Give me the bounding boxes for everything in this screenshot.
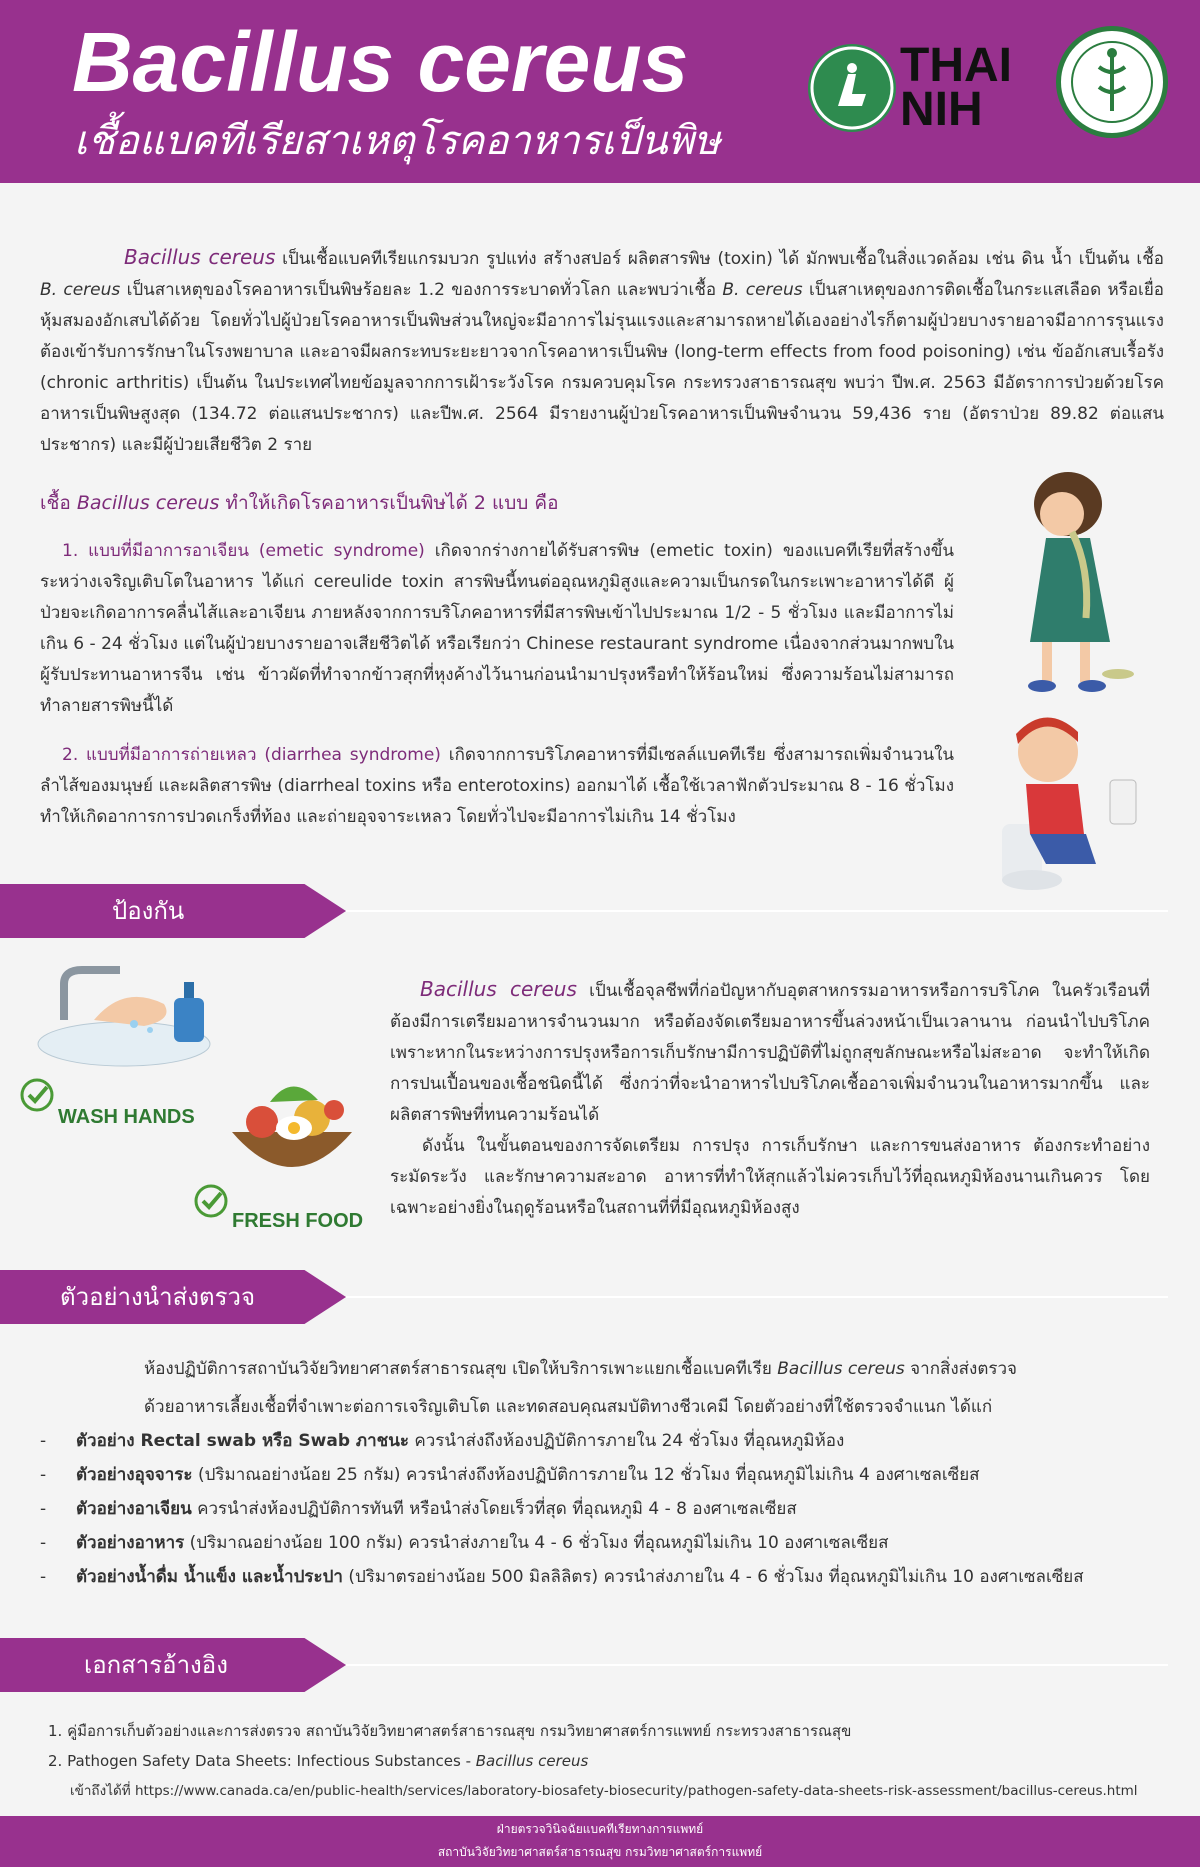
reference-2-text: 2. Pathogen Safety Data Sheets: Infectious Substances - [48, 1752, 476, 1770]
thai-nih-logo [900, 39, 1012, 136]
fresh-food-bowl-illustration [222, 1072, 362, 1188]
bullet-dash: - [40, 1567, 47, 1587]
type-item-emetic [40, 536, 954, 722]
reference-2 [48, 1748, 588, 1774]
sample-list-item [40, 1528, 1170, 1559]
boy-on-toilet-illustration [986, 704, 1146, 894]
prevention-text-1: เป็นเชื้อจุลชีพที่ก่อปัญหากับอุตสาหกรรมอาหารหรือการบริโภค ในครัวเรือนที่ต้องมีการเตรียมอาหารจำนวนมาก หรือต้องจัดเตรียมอาหารขึ้นล่วงหน้าเป็นเวลานาน ก่อนนำไปบริโภค เพราะหากในระหว่างการปรุงหรือการเก็บรักษามีการปฏิบัติที่ไม่ถูกสุขลักษณะหรือไม่สะอาด จะทำให้เกิดการปนเปื้อนของเชื้อชนิดนี้ได้ ซึ่งกว่าที่จะนำอาหารไปบริโภคเชื้ออาจเพิ่มจำนวนในอาหารมากขึ้น และผลิตสารพิษที่ทนความร้อนได้ [390, 981, 1150, 1125]
reference-2-access-label: เข้าถึงได้ที่ [70, 1783, 135, 1799]
page-subtitle: เชื้อแบคทีเรียสาเหตุโรคอาหารเป็นพิษ [74, 118, 721, 164]
sample-list-item [40, 1426, 1170, 1457]
sample-list-item [40, 1494, 1170, 1525]
reference-2-bc: Bacillus cereus [475, 1752, 589, 1770]
fresh-food-label: FRESH FOOD [232, 1210, 364, 1232]
prevention-text-2: ดังนั้น ในขั้นตอนของการจัดเตรียม การปรุง การเก็บรักษา และการขนส่งอาหาร ต้องกระทำอย่างระมัดระวัง และรักษาความสะอาด อาหารที่ทำให้สุกแล้วไม่ควรเก็บไว้ที่อุณหภูมิห้องนานเกินควร โดยเฉพาะอย่างยิ่งในฤดูร้อนหรือในสถานที่ที่มีอุณหภูมิห้องสูง [390, 1136, 1150, 1218]
samples-intro-bc: Bacillus cereus [777, 1359, 905, 1379]
reference-2-url-link[interactable]: https://www.canada.ca/en/public-health/services/laboratory-biosafety-biosecurity/pathogen-safety-data-sheets-risk-assessment/bacillus-cereus.html [134, 1783, 1138, 1799]
types-heading-bc: Bacillus cereus [76, 492, 220, 514]
thai-nih-emblem-icon [808, 44, 896, 132]
footer [0, 1816, 1200, 1867]
footer-line-1: ฝ่ายตรวจวินิจฉัยแบคทีเรียทางการแพทย์ [496, 1822, 704, 1836]
wash-hands-label: WASH HANDS [58, 1106, 195, 1128]
section-title-references: เอกสารอ้างอิง [84, 1651, 228, 1679]
types-heading-post: ทำให้เกิดโรคอาหารเป็นพิษได้ 2 แบบ คือ [219, 492, 559, 514]
samples-intro-pre: ห้องปฏิบัติการสถาบันวิจัยวิทยาศาสตร์สาธารณสุข เปิดให้บริการเพาะแยกเชื้อแบคทีเรีย [144, 1359, 778, 1379]
sample-list-item [40, 1460, 1170, 1491]
section-bar-prevention [0, 884, 1200, 938]
reference-1: 1. คู่มือการเก็บตัวอย่างและการส่งตรวจ สถาบันวิจัยวิทยาศาสตร์สาธารณสุข กรมวิทยาศาสตร์การแพทย์ กระทรวงสาธารณสุข [48, 1722, 852, 1740]
sample-text: (ปริมาณอย่างน้อย 25 กรัม) ควรนำส่งถึงห้องปฏิบัติการภายใน 12 ชั่วโมง ที่อุณหภูมิไม่เกิน 4 องศาเซลเซียส [192, 1465, 980, 1485]
intro-text-3: เป็นสาเหตุของการติดเชื้อในกระแสเลือด หรือเยื่อหุ้มสมองอักเสบได้ด้วย โดยทั่วไปผู้ป่วยโรคอาหารเป็นพิษส่วนใหญ่จะมีอาการไม่รุนแรงและสามารถหายได้เองอย่างไรก็ตามผู้ป่วยบางรายอาจมีอาการรุนแรงต้องเข้ารับการรักษาในโรงพยาบาล และอาจมีผลกระทบระยะยาวจากโรคอาหารเป็นพิษ (long-term effects from food poisoning) เช่น ข้ออักเสบเรื้อรัง (chronic arthritis) เป็นต้น ในประเทศไทยข้อมูลจากการเฝ้าระวังโรค กรมควบคุมโรค กระทรวงสาธารณสุข พบว่า ปีพ.ศ. 2563 มีอัตราการป่วยด้วยโรคอาหารเป็นพิษสูงสุด (134.72 ต่อแสนประชากร) และปีพ.ศ. 2564 มีรายงานผู้ป่วยโรคอาหารเป็นพิษจำนวน 59,436 ราย (อัตราป่วย 89.82 ต่อแสนประชากร) และมีผู้ป่วยเสียชีวิต 2 ราย [40, 280, 1165, 455]
footer-line-2: สถาบันวิจัยวิทยาศาสตร์สาธารณสุข กรมวิทยาศาสตร์การแพทย์ [437, 1845, 763, 1859]
section-bar-samples [0, 1270, 1200, 1324]
check-fresh-food-icon [194, 1184, 228, 1218]
types-heading [40, 488, 559, 518]
intro-text-2: เป็นสาเหตุของโรคอาหารเป็นพิษร้อยละ 1.2 ของการระบาดทั่วโลก และพบว่าเชื้อ [120, 280, 723, 300]
section-title-prevention: ป้องกัน [112, 897, 185, 925]
samples-intro-line-2: ด้วยอาหารเลี้ยงเชื้อที่จำเพาะต่อการเจริญเติบโต และทดสอบคุณสมบัติทางชีวเคมี โดยตัวอย่างที่ใช้ตรวจจำแนก ได้แก่ [144, 1397, 993, 1417]
intro-paragraph [40, 242, 1164, 461]
logo-thai-text: THAI [900, 39, 1012, 92]
ministry-of-public-health-seal-icon [1056, 26, 1168, 138]
type-item-diarrhea-title: 2. แบบที่มีอาการถ่ายเหลว (diarrhea syndrome) [62, 745, 441, 765]
check-wash-hands-icon [20, 1078, 54, 1112]
vomiting-girl-illustration [990, 458, 1170, 698]
sample-label: ตัวอย่างอุจจาระ [76, 1465, 193, 1485]
section-bar-references [0, 1638, 1200, 1692]
sample-list-item [40, 1562, 1170, 1593]
reference-2-access [70, 1778, 1138, 1804]
logo-nih-text: NIH [900, 83, 983, 136]
prevention-paragraph [390, 974, 1150, 1224]
header-banner [0, 0, 1200, 183]
samples-intro-line-1 [144, 1354, 1174, 1385]
type-item-diarrhea-text: เกิดจากการบริโภคอาหารที่มีเซลล์แบคทีเรีย ซึ่งสามารถเพิ่มจำนวนในลำไส้ของมนุษย์ และผลิตสารพิษ (diarrheal toxins หรือ enterotoxins) ออกมาได้ เชื้อใช้เวลาฟักตัวประมาณ 8 - 16 ชั่วโมง ทำให้เกิดอาการการปวดเกร็งที่ท้อง และถ่ายอุจจาระเหลว โดยทั่วไปจะมีอาการไม่เกิน 14 ชั่วโมง [40, 745, 954, 827]
sample-text: ควรนำส่งห้องปฏิบัติการทันที หรือนำส่งโดยเร็วที่สุด ที่อุณหภูมิ 4 - 8 องศาเซลเซียส [191, 1499, 797, 1519]
sample-label: ตัวอย่างอาเจียน [76, 1499, 192, 1519]
bullet-dash: - [40, 1499, 47, 1519]
bullet-dash: - [40, 1465, 47, 1485]
sample-text: (ปริมาณอย่างน้อย 100 กรัม) ควรนำส่งภายใน 4 - 6 ชั่วโมง ที่อุณหภูมิไม่เกิน 10 องศาเซลเซียส [184, 1533, 889, 1553]
sample-text: ควรนำส่งถึงห้องปฏิบัติการภายใน 24 ชั่วโมง ที่อุณหภูมิห้อง [408, 1431, 845, 1451]
sample-label: ตัวอย่างอาหาร [76, 1533, 185, 1553]
types-heading-pre: เชื้อ [40, 492, 77, 514]
intro-text-1: เป็นเชื้อแบคทีเรียแกรมบวก รูปแท่ง สร้างสปอร์ ผลิตสารพิษ (toxin) ได้ มักพบเชื้อในสิ่งแวดล้อม เช่น ดิน น้ำ เป็นต้น เชื้อ [275, 249, 1164, 269]
prevention-lead: Bacillus cereus [420, 977, 577, 1001]
washing-hands-illustration [24, 964, 224, 1074]
page-title: Bacillus cereus [72, 15, 689, 109]
type-item-diarrhea [40, 740, 954, 833]
sample-text: (ปริมาตรอย่างน้อย 500 มิลลิลิตร) ควรนำส่งภายใน 4 - 6 ชั่วโมง ที่อุณหภูมิไม่เกิน 10 องศาเซลเซียส [342, 1567, 1084, 1587]
intro-lead: Bacillus cereus [124, 245, 276, 269]
sample-label: ตัวอย่างน้ำดื่ม น้ำแข็ง และน้ำประปา [76, 1567, 343, 1587]
intro-bc-2: B. cereus [722, 280, 803, 300]
sample-label: ตัวอย่าง Rectal swab หรือ Swab ภาชนะ [76, 1431, 409, 1451]
type-item-emetic-title: 1. แบบที่มีอาการอาเจียน (emetic syndrome) [62, 541, 425, 561]
type-item-emetic-text: เกิดจากร่างกายได้รับสารพิษ (emetic toxin) ของแบคทีเรียที่สร้างขึ้นระหว่างเจริญเติบโตในอาหาร ได้แก่ cereulide toxin สารพิษนี้ทนต่ออุณหภูมิสูงและความเป็นกรดในกระเพาะอาหารได้ดี ผู้ป่วยจะเกิดอาการคลื่นไส้และอาเจียน ภายหลังจากการบริโภคอาหารที่มีสารพิษเข้าไปประมาณ 1/2 - 5 ชั่วโมง และมีอาการไม่เกิน 6 - 24 ชั่วโมง แต่ในผู้ป่วยบางรายอาจเสียชีวิตได้ หรือเรียกว่า Chinese restaurant syndrome เนื่องจากส่วนมากพบในผู้รับประทานอาหารจีน เช่น ข้าวผัดที่ทำจากข้าวสุกที่หุงค้างไว้นานก่อนนำมาปรุงหรือทำให้ร้อนใหม่ ซึ่งความร้อนไม่สามารถทำลายสารพิษนี้ได้ [40, 541, 954, 716]
section-title-samples: ตัวอย่างนำส่งตรวจ [60, 1283, 255, 1311]
intro-bc-1: B. cereus [40, 280, 121, 300]
bullet-dash: - [40, 1533, 47, 1553]
bullet-dash: - [40, 1431, 47, 1451]
samples-intro-post: จากสิ่งส่งตรวจ [904, 1359, 1018, 1379]
